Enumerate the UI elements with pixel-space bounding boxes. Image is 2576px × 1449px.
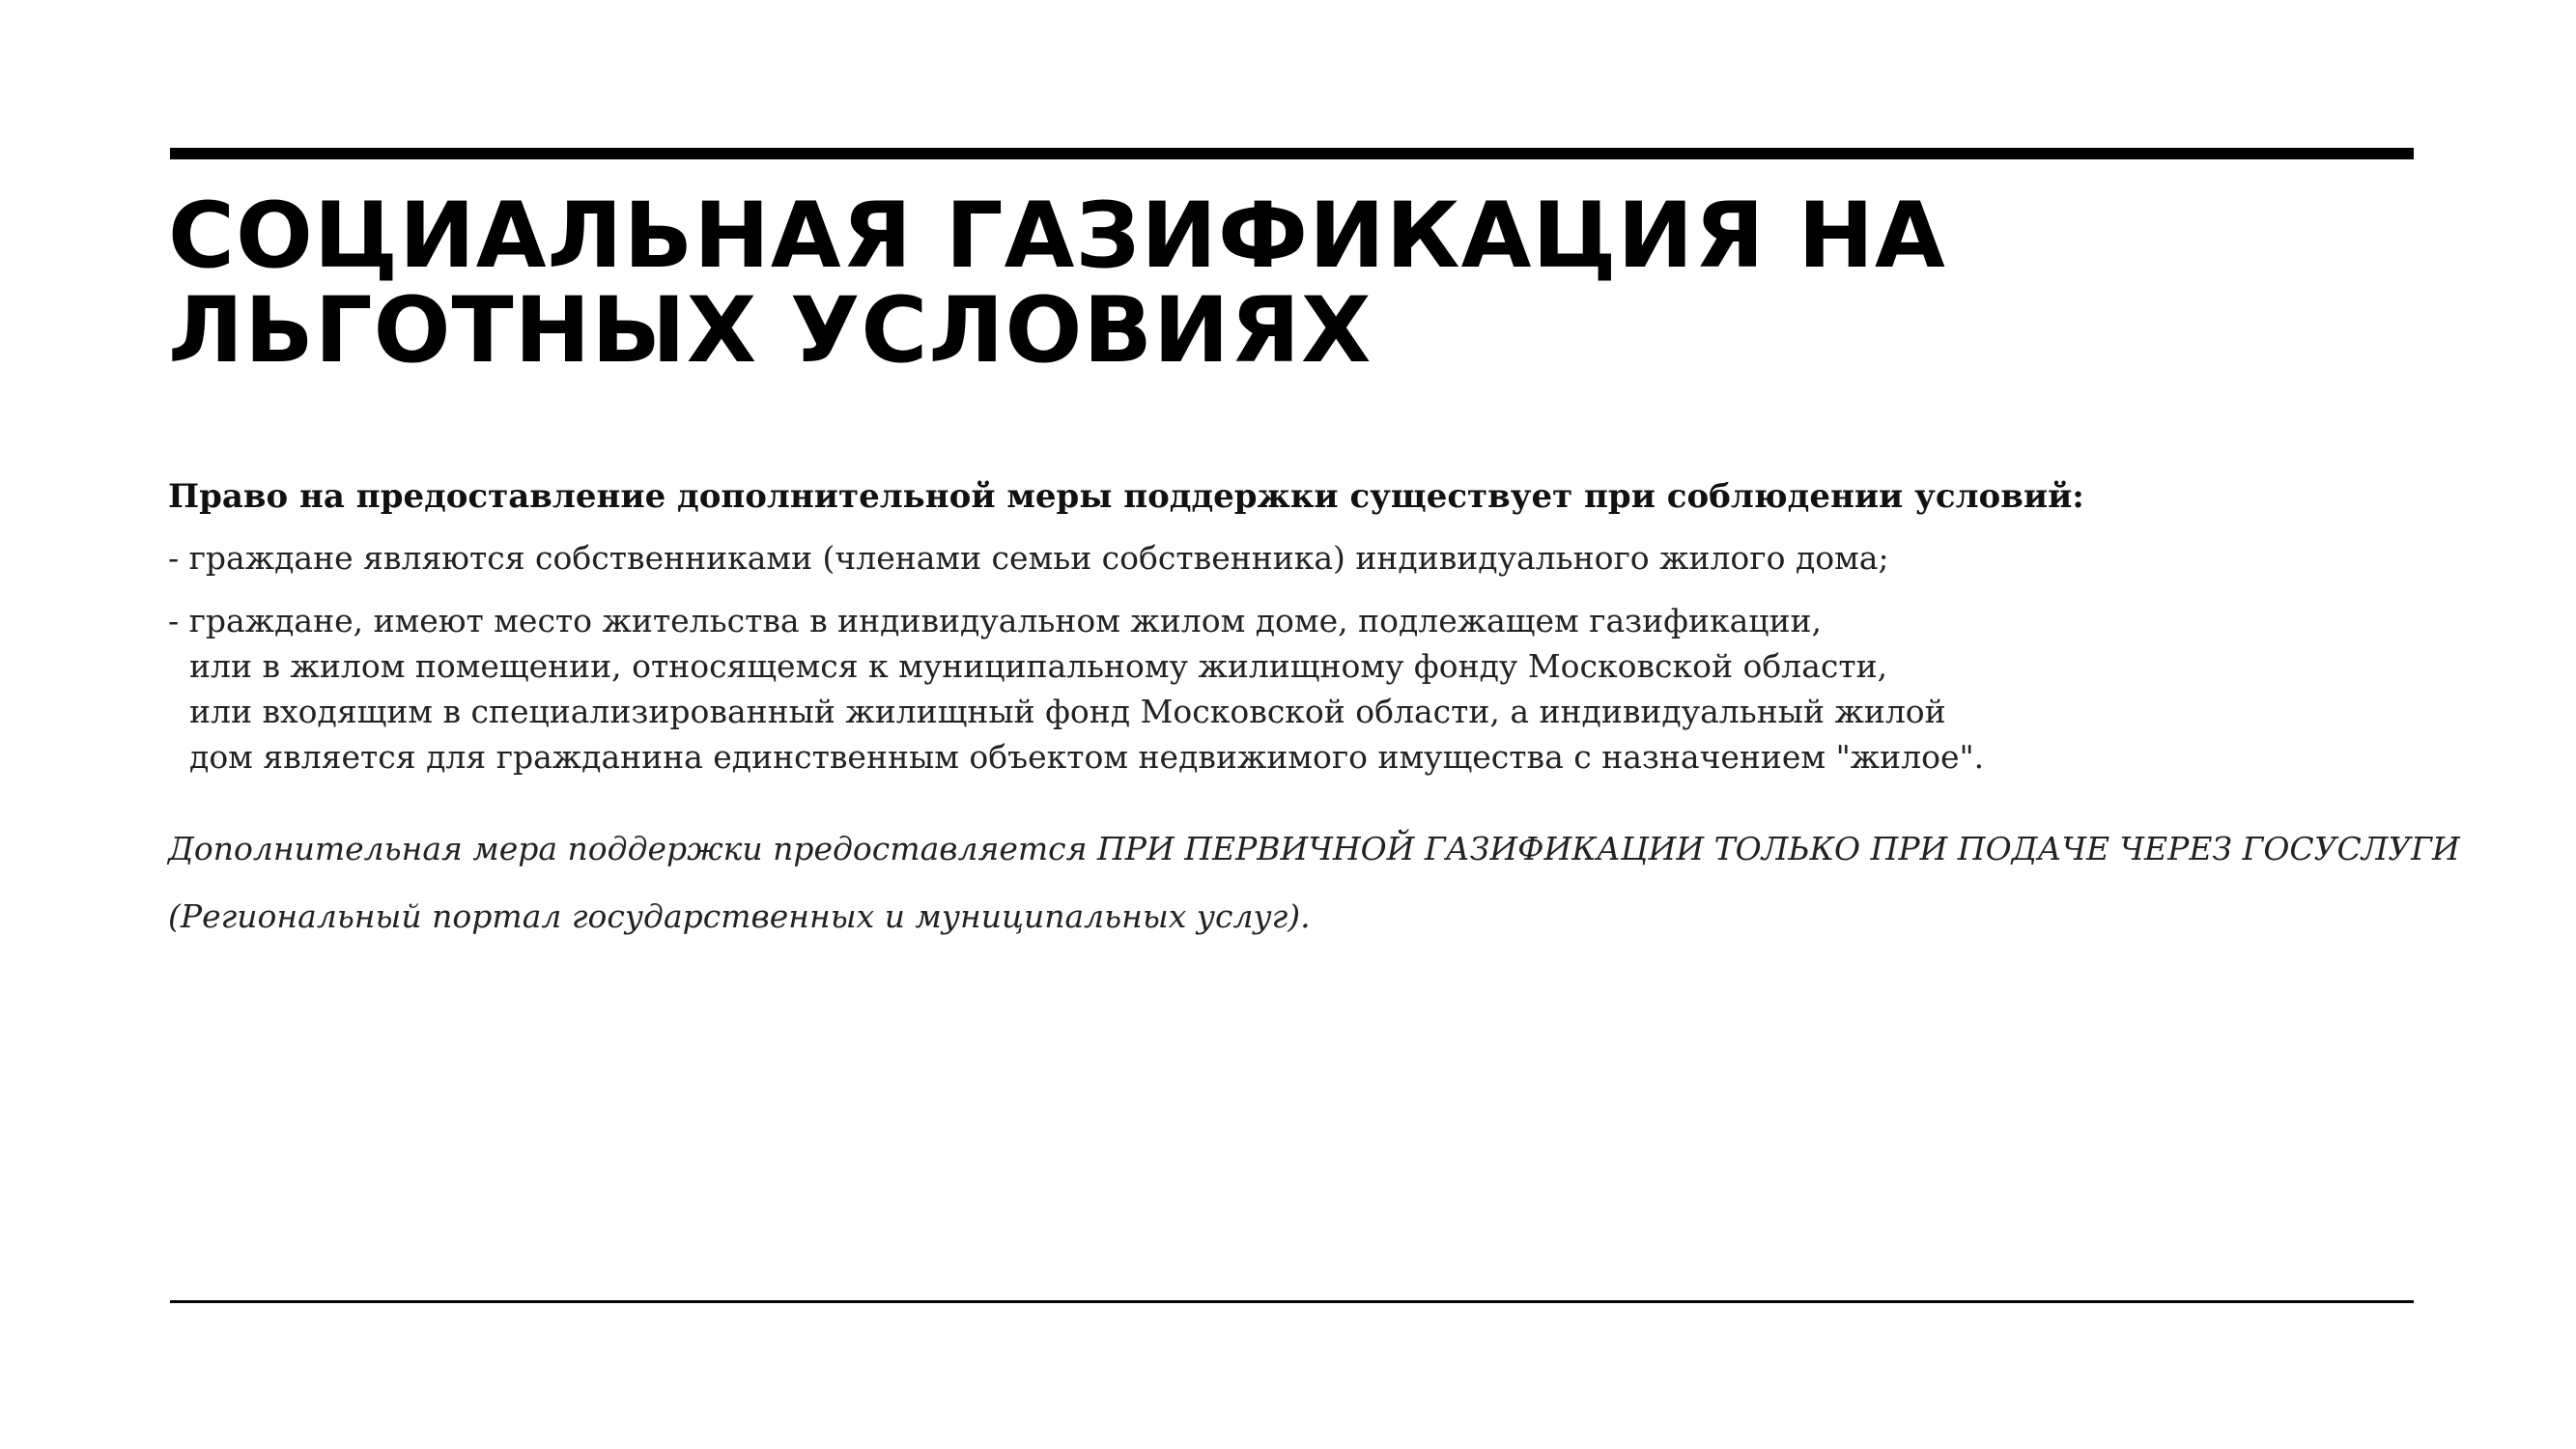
top-divider	[170, 148, 2414, 159]
slide-body	[168, 473, 2460, 940]
portal-note: (Региональный портал государственных и муниципальных услуг).	[168, 897, 1311, 935]
title-line: СОЦИАЛЬНАЯ ГАЗИФИКАЦИЯ НА	[168, 184, 1946, 289]
condition-item-residence	[168, 598, 2341, 780]
condition-line: - граждане являются собственниками (членами семьи собственника) индивидуального жилого дома;	[168, 539, 1889, 577]
bottom-divider	[170, 1300, 2414, 1303]
condition-line: - граждане, имеют место жительства в индивидуальном жилом доме, подлежащем газификации,	[168, 602, 1822, 639]
condition-line: или входящим в специализированный жилищный фонд Московской области, а индивидуальный жилой	[189, 693, 1946, 730]
condition-line: или в жилом помещении, относящемся к муниципальному жилищному фонду Московской области,	[189, 647, 1888, 685]
slide-title	[168, 184, 2390, 384]
title-line: ЛЬГОТНЫХ УСЛОВИЯХ	[168, 278, 1373, 384]
conditions-lead: Право на предоставление дополнительной меры поддержки существует при соблюдении условий:	[168, 477, 2084, 516]
gosuslugi-note: Дополнительная мера поддержки предоставляется ПРИ ПЕРВИЧНОЙ ГАЗИФИКАЦИИ ТОЛЬКО ПРИ ПОДАЧЕ ЧЕРЕЗ ГОСУСЛУГИ	[168, 830, 2460, 867]
condition-item-ownership	[168, 535, 2341, 581]
condition-line: дом является для гражданина единственным объектом недвижимого имущества с назначением "жилое".	[189, 738, 1985, 776]
